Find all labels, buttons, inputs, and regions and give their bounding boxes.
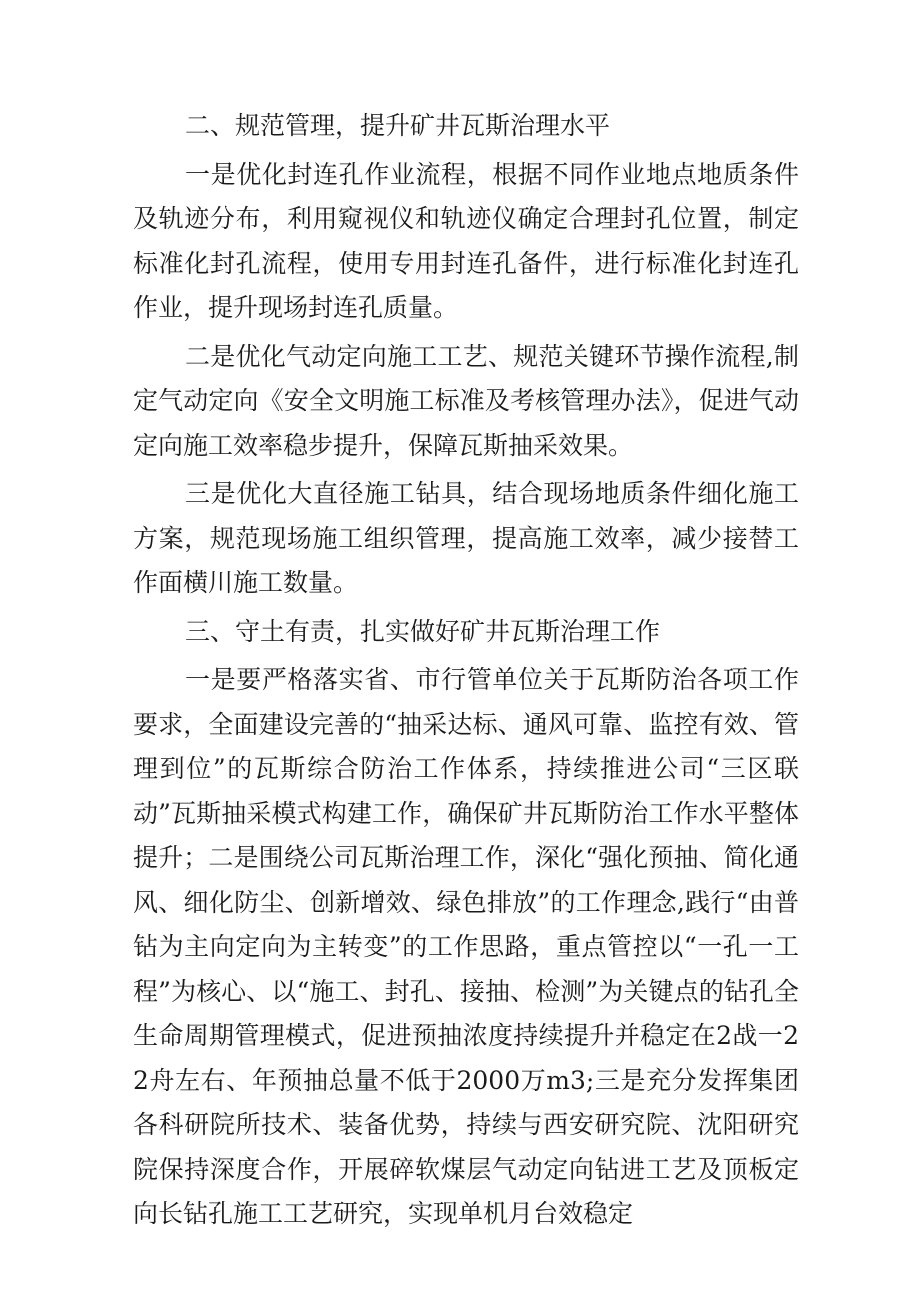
paragraph-item-2: 二是优化气动定向施工工艺、规范关键环节操作流程,制定气动定向《安全文明施工标准及考核管理办法》，促进气动定向施工效率稳步提升，保障瓦斯抽采效果。 bbox=[133, 341, 799, 460]
document-body bbox=[133, 104, 799, 1241]
paragraph-item-4: 一是要严格落实省、市行管单位关于瓦斯防治各项工作要求，全面建设完善的“抽采达标、通风可靠、监控有效、管理到位”的瓦斯综合防治工作体系，持续推进公司“三区联动”瓦斯抽采模式构建工作，确保矿井瓦斯防治工作水平整体提升；二是围绕公司瓦斯治理工作，深化“强化预抽、简化通风、细化防尘、创新增效、绿色排放”的工作理念,践行“由普钻为主向定向为主转变”的工作思路，重点管控以“一孔一工程”为核心、以“施工、封孔、接抽、检测”为关键点的钻孔全生命周期管理模式，促进预抽浓度持续提升并稳定在2战一22舟左右、年预抽总量不低于2000万m3;三是充分发挥集团各科研院所技术、装备优势，持续与西安研究院、沈阳研究院保持深度合作，开展碎软煤层气动定向钻进工艺及顶板定向长钻孔施工工艺研究，实现单机月台效稳定 bbox=[133, 665, 799, 1228]
section-heading-2: 二、规范管理，提升矿井瓦斯治理水平 bbox=[185, 111, 611, 140]
paragraph-item-1: 一是优化封连孔作业流程，根据不同作业地点地质条件及轨迹分布，利用窥视仪和轨迹仪确定合理封孔位置，制定标准化封孔流程，使用专用封连孔备件，进行标准化封连孔作业，提升现场封连孔质量。 bbox=[133, 159, 799, 322]
paragraph-item-3: 三是优化大直径施工钻具，结合现场地质条件细化施工方案，规范现场施工组织管理，提高施工效率，减少接替工作面横川施工数量。 bbox=[133, 479, 799, 597]
section-heading-3: 三、守土有责，扎实做好矿井瓦斯治理工作 bbox=[185, 616, 661, 646]
